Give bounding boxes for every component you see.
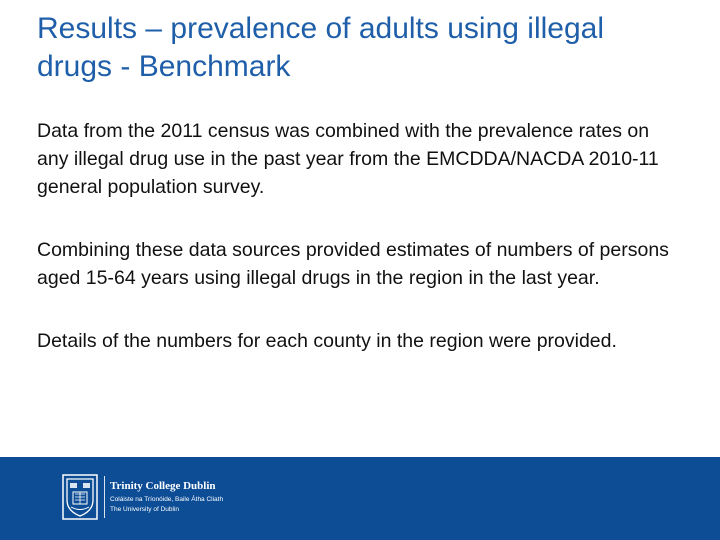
paragraph-census: Data from the 2011 census was combined with the prevalence rates on any illegal drug use in the past year from the EMCDDA/NACDA 2010-11 general population survey. — [37, 120, 659, 198]
trinity-crest-icon — [62, 474, 98, 520]
tcd-logo — [62, 474, 223, 520]
footer-bar — [0, 457, 720, 540]
paragraph-details: Details of the numbers for each county in the region were provided. — [37, 330, 617, 352]
university-name: Trinity College Dublin — [110, 479, 216, 492]
logo-text — [110, 480, 223, 515]
slide-body — [37, 117, 677, 390]
slide-title: Results – prevalence of adults using illegal drugs - Benchmark — [37, 12, 604, 83]
university-subtitle: The University of Dublin — [110, 505, 179, 513]
logo-divider — [104, 476, 105, 518]
paragraph-estimates: Combining these data sources provided estimates of numbers of persons aged 15-64 years using illegal drugs in the region in the last year. — [37, 239, 669, 289]
university-irish-name: Coláiste na Tríonóide, Baile Átha Cliath — [110, 495, 224, 503]
